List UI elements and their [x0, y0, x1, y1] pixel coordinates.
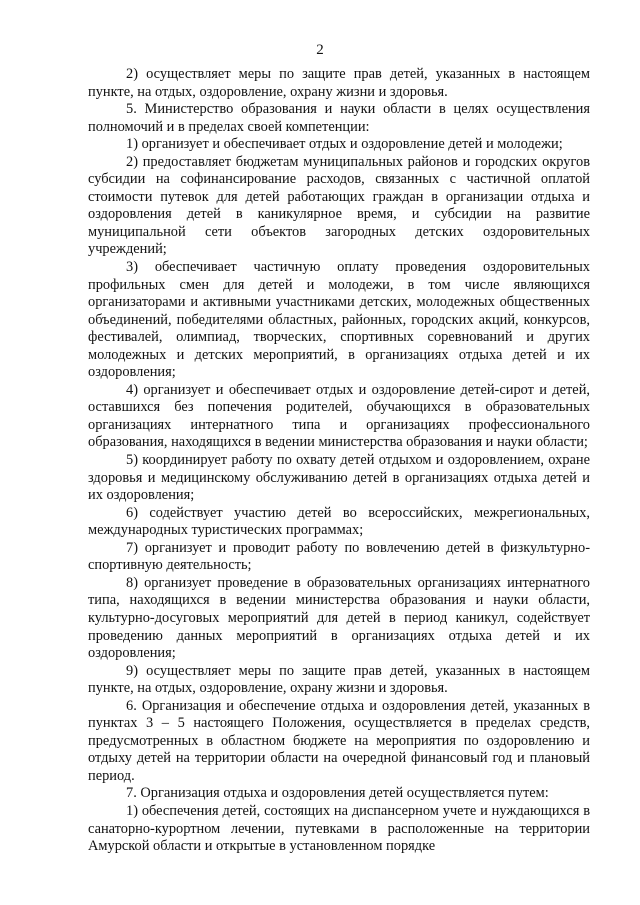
paragraph-section-6: 6. Организация и обеспечение отдыха и оздоровления детей, указанных в пунктах 3 – 5 настоящего Положения, осуществляется в пределах средств, предусмотренных в областном бюджете на мероприятия по оздоровлению и отдыху детей на территории области на очередной финансовый год и плановый период. — [88, 697, 590, 784]
paragraph-rights-protection: 2) осуществляет меры по защите прав детей, указанных в настоящем пункте, на отдых, оздоровление, охрану жизни и здоровья. — [88, 66, 590, 100]
paragraph-5-2: 2) предоставляет бюджетам муниципальных районов и городских округов субсидии на софинансирование расходов, связанных с частичной оплатой стоимости путевок для детей работающих граждан в организации отдыха и оздоровления детей в каникулярное время, и субсидии на развитие муниципальной сети объектов загородных детских оздоровительных учреждений; — [88, 153, 590, 258]
paragraph-5-6: 6) содействует участию детей во всероссийских, межрегиональных, международных туристических программах; — [88, 504, 590, 539]
paragraph-5-9: 9) осуществляет меры по защите прав детей, указанных в настоящем пункте, на отдых, оздоровление, охрану жизни и здоровья. — [88, 662, 590, 697]
paragraph-5-3: 3) обеспечивает частичную оплату проведения оздоровительных профильных смен для детей и молодежи, в том числе являющихся организаторами и активными участниками детских, молодежных общественных объединений, победителями областных, районных, городских акций, конкурсов, фестивалей, олимпиад, творческих, спортивных соревнований и других молодежных и детских мероприятий, в организациях отдыха детей и их оздоровления; — [88, 259, 590, 381]
paragraph-5-8: 8) организует проведение в образовательных организациях интернатного типа, находящихся в ведении министерства образования и науки области, культурно-досуговых мероприятий для детей в период каникул, содействует проведению данных мероприятий в организациях отдыха детей и их оздоровления; — [88, 574, 590, 662]
paragraph-5-5: 5) координирует работу по охвату детей отдыхом и оздоровлением, охране здоровья и медицинскому обслуживанию детей в организациях отдыха детей и их оздоровления; — [88, 452, 590, 504]
paragraph-section-5: 5. Министерство образования и науки области в целях осуществления полномочий и в пределах своей компетенции: — [88, 101, 590, 135]
paragraph-section-7: 7. Организация отдыха и оздоровления детей осуществляется путем: — [126, 785, 549, 802]
paragraph-7-1: 1) обеспечения детей, состоящих на диспансерном учете и нуждающихся в санаторно-курортном лечении, путевками в расположенные на территории Амурской области и открытые в установленном порядке — [88, 802, 590, 855]
paragraph-5-4: 4) организует и обеспечивает отдых и оздоровление детей-сирот и детей, оставшихся без попечения родителей, обучающихся в образовательных организациях интернатного типа и организациях профессионального образования, находящихся в ведении министерства образования и науки области; — [88, 381, 590, 451]
paragraph-5-1: 1) организует и обеспечивает отдых и оздоровление детей и молодежи; — [126, 136, 563, 153]
page-number: 2 — [316, 42, 324, 58]
paragraph-5-7: 7) организует и проводит работу по вовлечению детей в физкультурно-спортивную деятельность; — [88, 539, 590, 574]
document-body — [88, 66, 590, 856]
